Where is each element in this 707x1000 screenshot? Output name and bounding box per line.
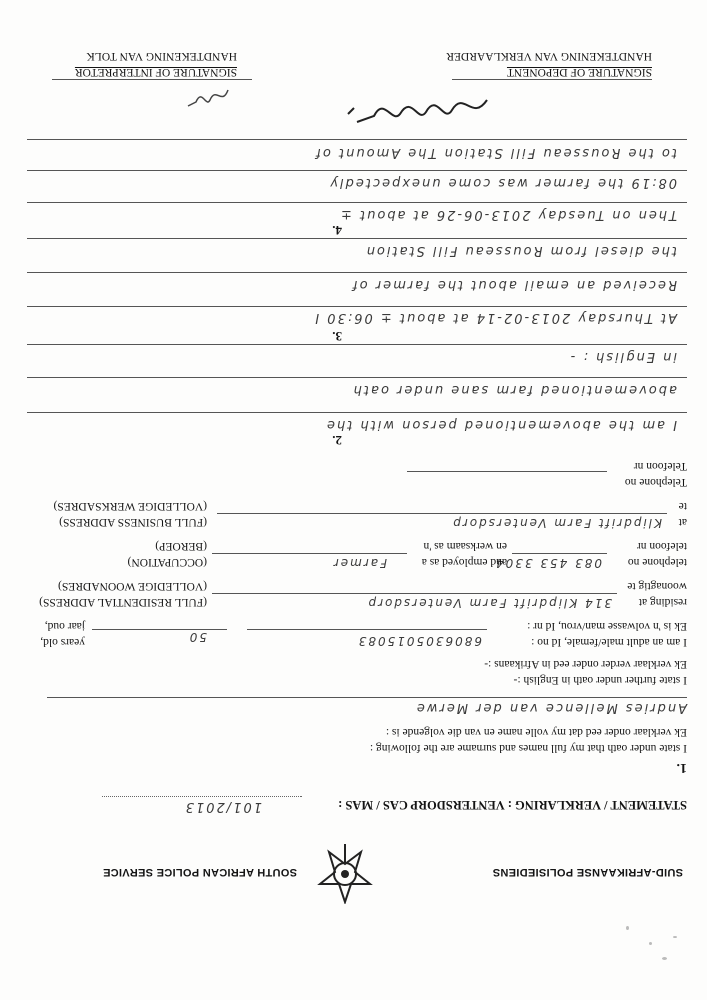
cas-number-line [102,796,302,797]
at-label: at [678,516,687,528]
paragraph-4-line-3: to the Rousseau Fill Station The Amount of [314,145,677,160]
interpreter-initials-icon [182,82,232,112]
service-name-afrikaans: SUID-AFRIKAANSE POLISIEDIENS [492,866,683,878]
paragraph-line [27,272,687,273]
occupation-value: Farmer [331,556,387,570]
telephone-no-label: telephone no [627,556,687,568]
deponent-signature-line [452,79,652,80]
scan-speck [662,957,667,960]
oath-english: I state under oath that my full names and surname are the following : [369,742,687,754]
paragraph-line [27,412,687,413]
telefoon-nr-label: telefoon nr [636,540,687,552]
id-number: 6806305015083 [356,634,482,648]
paragraph-3-line-1: At Thursday 2013-02-14 at about ± 06:30 I [313,310,677,325]
handtekening-verklaarder-label: HANDTEKENING VAN VERKLAARDER [446,50,652,62]
signature-of-interpretor-label: SIGNATURE OF INTERPRETOR [74,66,237,78]
werksaam-as-label: en werksaam as 'n [423,540,507,552]
residing-at-label: residing at [638,596,687,608]
further-afrikaans: Ek verklaar verder onder eed in Afrikaans :- [484,658,687,670]
interpreter-signature-line [52,79,252,80]
statement-title: STATEMENT / VERKLARING : VENTERSDORP CAS / MAS : [338,798,687,812]
paragraph-4-line-2: 08:19 the farmer was come unexpectedly [328,175,677,190]
deponent-full-name: Andries Mellence van der Merwe [414,700,687,715]
further-english: I state further under oath in English :- [513,674,687,686]
section-number-2: 2. [332,433,342,448]
section-number-4: 4. [332,223,342,238]
business-address-line [217,513,667,514]
section-number-3: 3. [332,329,342,344]
oath-afrikaans: Ek verklaar onder eed dat my volle name en van die volgende is : [385,726,687,738]
telefoon-nr-2-label: Telefoon nr [633,460,687,472]
age-line [92,629,227,630]
volledige-woonadres-label: (VOLLEDIGE WOONADRES) [58,580,207,592]
telephone-line [512,553,607,554]
paragraph-line [27,344,687,345]
paragraph-line [27,238,687,239]
scan-speck [649,942,652,945]
full-residential-address-label: (FULL RESIDENTIAL ADDRESS) [39,596,207,608]
residential-address: 314 Klipdrift Farm Ventersdorp [366,596,612,610]
saps-star-emblem-icon [315,840,375,904]
paragraph-2-line-2: abovementioned farm sane under oath [351,382,677,397]
deponent-age: 50 [187,630,207,644]
telephone-number: 083 453 3304 [494,556,602,570]
scan-speck [673,936,677,938]
paragraph-line [27,377,687,378]
beroep-label: (BEROEP) [155,540,207,552]
paragraph-2-line-1: I am the abovementioned person with the [325,417,677,432]
id-number-line [247,629,487,630]
paragraph-line [27,139,687,140]
paragraph-3-line-3: the diesel from Rousseau Fill Station [364,243,677,258]
paragraph-3-line-2: Received an email about the farmer of [351,277,677,292]
full-business-address-label: (FULL BUSINESS ADDRESS) [59,516,207,528]
occupation-line [212,553,407,554]
paragraph-2-line-3: in English : - [568,349,677,364]
deponent-signature-icon [342,82,492,130]
handtekening-tolk-label: HANDTEKENING VAN TOLK [86,50,237,62]
cas-number: 101/2013 [183,799,262,814]
te-label: te [678,500,687,512]
paragraph-4-line-1: Then on Tuesday 2013-06-26 at about ± [339,207,677,222]
telephone-2-line [407,471,607,472]
adult-english: I am an adult male/female, Id no : [531,636,687,648]
telephone-no-2-label: Telephone no [624,476,687,488]
full-name-line [47,697,687,698]
paragraph-line [27,170,687,171]
volledige-werksadres-label: (VOLLEDIGE WERKSADRES) [53,500,207,512]
woonagtig-te-label: woonagtig te [627,580,687,592]
paragraph-line [27,306,687,307]
adult-afrikaans: Ek is 'n volwasse man/vrou, Id nr : [527,620,687,632]
business-address: Klipdrift Farm Ventersdorp [451,516,662,530]
scan-speck [626,926,629,930]
signature-of-deponent-label: SIGNATURE OF DEPONENT [506,66,652,78]
section-number-1: 1. [676,760,687,775]
jaar-oud-label: jaar oud, [44,620,85,632]
years-old-label: years old, [40,636,85,648]
service-name-english: SOUTH AFRICAN POLICE SERVICE [102,866,297,878]
employed-as-label: and employed as a [421,556,507,568]
residential-address-line [212,593,617,594]
occupation-label: (OCCUPATION) [127,556,207,568]
paragraph-line [27,202,687,203]
